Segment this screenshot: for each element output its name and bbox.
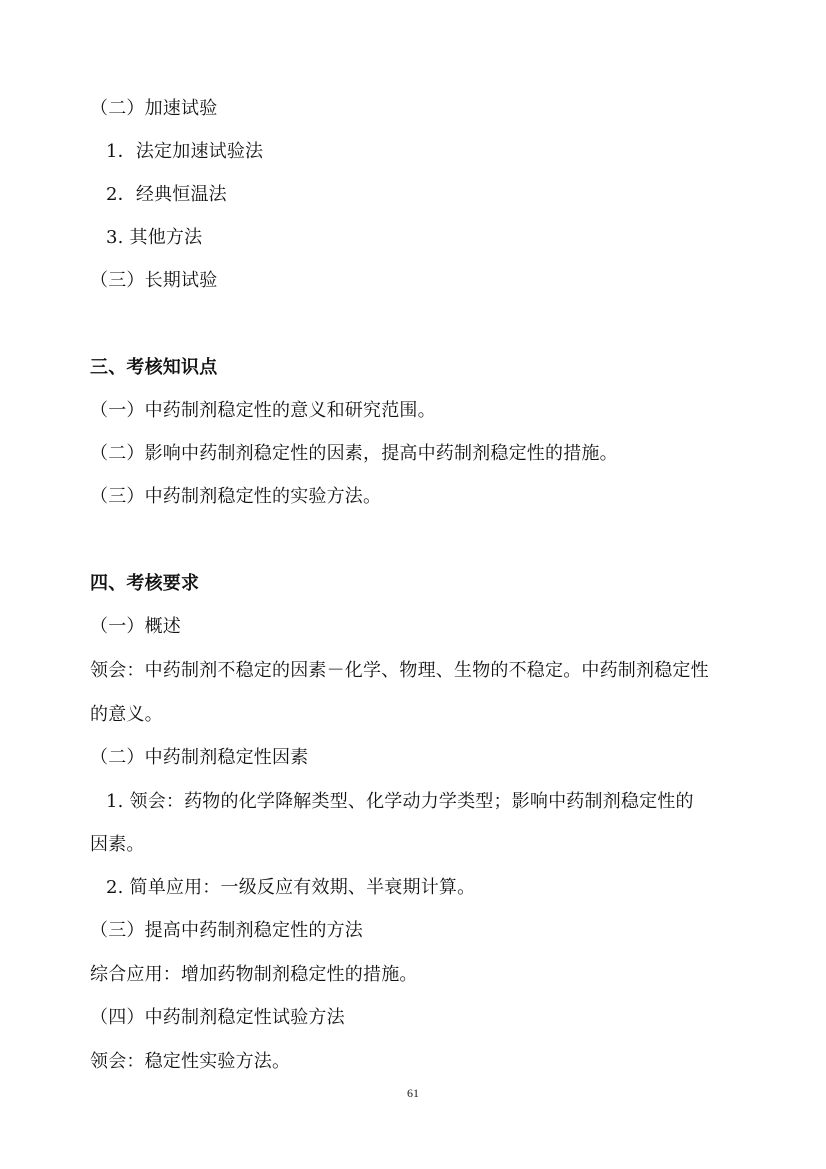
list-item-statutory-method: 1．法定加速试验法 bbox=[106, 141, 264, 162]
overview-text-continued: 的意义。 bbox=[90, 704, 163, 725]
section-title-requirements: 四、考核要求 bbox=[90, 573, 200, 594]
list-item-other-methods: 3. 其他方法 bbox=[106, 227, 203, 248]
overview-text: 领会：中药制剂不稳定的因素－化学、物理、生物的不稳定。中药制剂稳定性 bbox=[90, 660, 709, 681]
subsection-stability-factors: （二）中药制剂稳定性因素 bbox=[90, 747, 309, 768]
subsection-accelerated-test: （二）加速试验 bbox=[90, 98, 218, 119]
knowledge-point-item: （一）中药制剂稳定性的意义和研究范围。 bbox=[90, 400, 436, 421]
knowledge-point-item: （二）影响中药制剂稳定性的因素，提高中药制剂稳定性的措施。 bbox=[90, 443, 618, 464]
subsection-improvement-methods: （三）提高中药制剂稳定性的方法 bbox=[90, 920, 363, 941]
test-methods-text: 领会：稳定性实验方法。 bbox=[90, 1051, 291, 1072]
factors-item-1-continued: 因素。 bbox=[90, 834, 145, 855]
subsection-longterm-test: （三）长期试验 bbox=[90, 270, 218, 291]
subsection-overview: （一）概述 bbox=[90, 616, 181, 637]
knowledge-point-item: （三）中药制剂稳定性的实验方法。 bbox=[90, 486, 382, 507]
factors-item-2: 2. 简单应用：一级反应有效期、半衰期计算。 bbox=[106, 877, 476, 898]
section-title-knowledge-points: 三、考核知识点 bbox=[90, 357, 218, 378]
factors-item-1: 1. 领会：药物的化学降解类型、化学动力学类型；影响中药制剂稳定性的 bbox=[106, 791, 694, 812]
page-number: 61 bbox=[407, 1086, 419, 1100]
methods-text: 综合应用：增加药物制剂稳定性的措施。 bbox=[90, 964, 418, 985]
subsection-test-methods: （四）中药制剂稳定性试验方法 bbox=[90, 1007, 345, 1028]
list-item-classical-constant-temp: 2．经典恒温法 bbox=[106, 184, 227, 205]
